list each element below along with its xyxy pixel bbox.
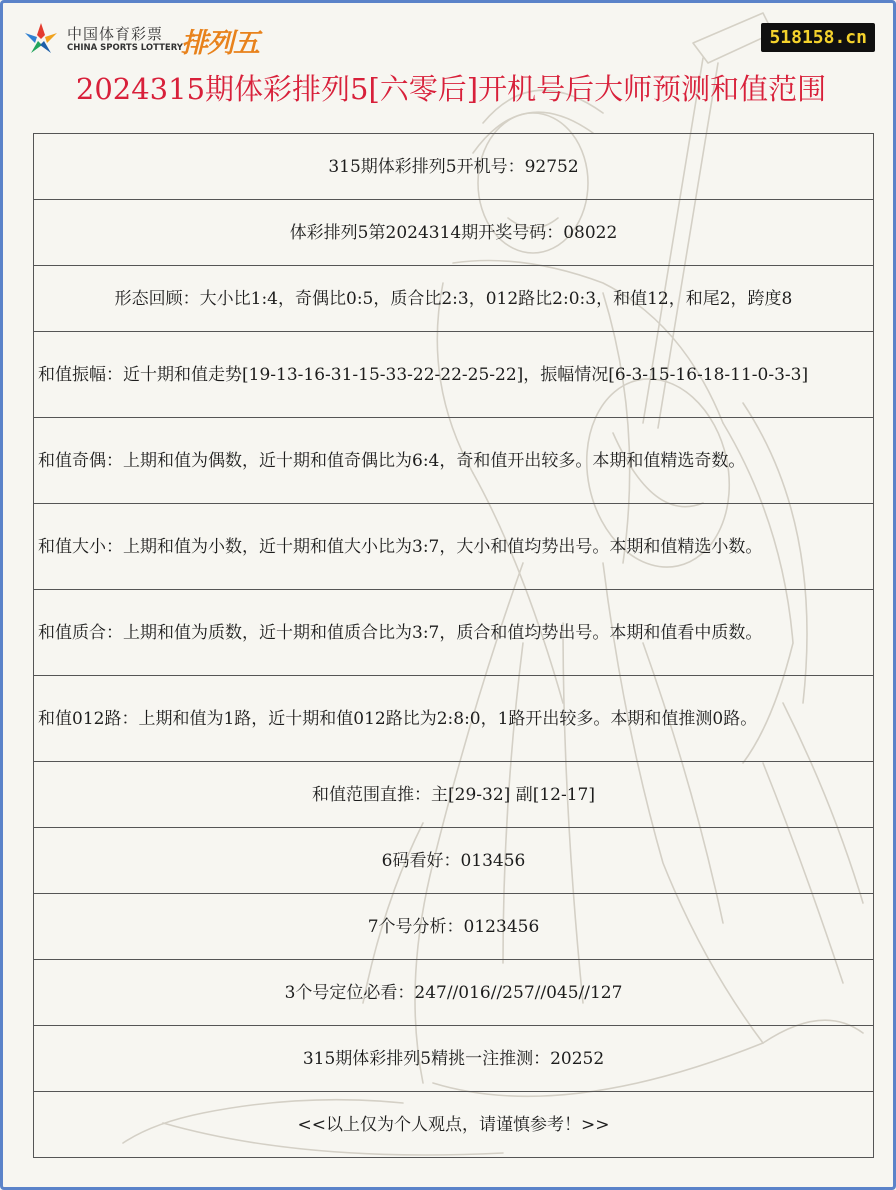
table-cell: 6码看好：013456: [34, 828, 874, 894]
table-row: [34, 418, 874, 504]
table-row: [34, 200, 874, 266]
china-sports-lottery-logo: [21, 19, 281, 59]
table-row: [34, 1092, 874, 1158]
table-row: [34, 266, 874, 332]
table-cell: 体彩排列5第2024314期开奖号码：08022: [34, 200, 874, 266]
table-row: [34, 676, 874, 762]
table-cell: 7个号分析：0123456: [34, 894, 874, 960]
table-cell: 形态回顾：大小比1:4，奇偶比0:5，质合比2:3，012路比2:0:3，和值12，和尾2，跨度8: [34, 266, 874, 332]
lottery-emblem-icon: [21, 21, 61, 57]
table-cell: 3个号定位必看：247//016//257//045//127: [34, 960, 874, 1026]
table-cell: 和值奇偶：上期和值为偶数，近十期和值奇偶比为6:4，奇和值开出较多。本期和值精选奇数。: [34, 418, 874, 504]
table-row: [34, 332, 874, 418]
page-title: 2024315期体彩排列5[六零后]开机号后大师预测和值范围: [75, 72, 827, 106]
table-row: [34, 894, 874, 960]
logo-chinese-name: 中国体育彩票: [67, 25, 164, 43]
table-row: [34, 828, 874, 894]
table-row: [34, 762, 874, 828]
table-cell: 和值012路：上期和值为1路，近十期和值012路比为2:8:0，1路开出较多。本期和值推测0路。: [34, 676, 874, 762]
table-row: [34, 134, 874, 200]
table-cell: 和值质合：上期和值为质数，近十期和值质合比为3:7，质合和值均势出号。本期和值看中质数。: [34, 590, 874, 676]
table-cell: 315期体彩排列5精挑一注推测：20252: [34, 1026, 874, 1092]
logo-english-name: CHINA SPORTS LOTTERY: [67, 43, 183, 53]
table-cell: 和值振幅：近十期和值走势[19-13-16-31-15-33-22-22-25-22]，振幅情况[6-3-15-16-18-11-0-3-3]: [34, 332, 874, 418]
table-row: [34, 504, 874, 590]
table-row: [34, 590, 874, 676]
table-cell: <<以上仅为个人观点，请谨慎参考！>>: [34, 1092, 874, 1158]
table-row: [34, 1026, 874, 1092]
table-cell: 和值范围直推：主[29-32] 副[12-17]: [34, 762, 874, 828]
table-cell: 和值大小：上期和值为小数，近十期和值大小比为3:7，大小和值均势出号。本期和值精选小数。: [34, 504, 874, 590]
logo-game-name: 排列五: [181, 28, 259, 59]
table-cell: 315期体彩排列5开机号：92752: [34, 134, 874, 200]
site-badge[interactable]: 518158.cn: [761, 23, 875, 52]
table-row: [34, 960, 874, 1026]
prediction-table: [33, 133, 874, 1158]
